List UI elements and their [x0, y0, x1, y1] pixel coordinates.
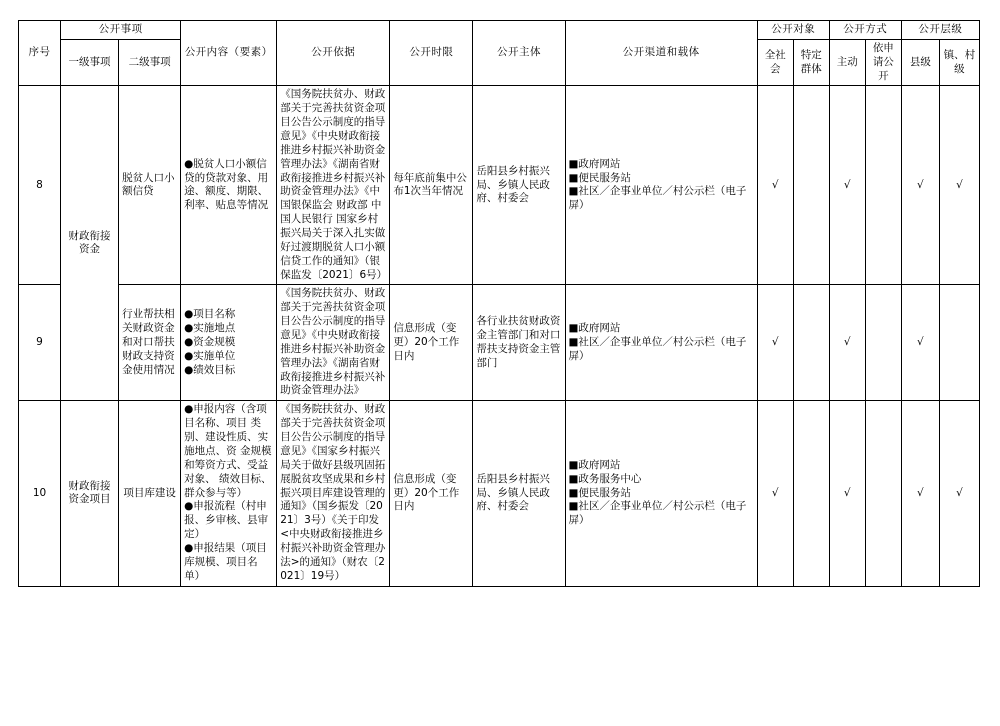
- cell-method-active: √: [829, 401, 865, 586]
- channel-line: ■政府网站: [568, 322, 621, 335]
- header-audience-group: 公开对象: [757, 21, 829, 40]
- cell-level2-text: 脱贫人口小额信贷: [122, 171, 175, 198]
- subject-line: 岳阳县乡村振兴局、乡镇人民政府、村委会: [476, 472, 550, 513]
- cell-channel: [565, 285, 757, 401]
- channel-line: ■社区／企事业单位／村公示栏（电子屏）: [568, 500, 747, 527]
- header-content: 公开内容（要素）: [181, 21, 277, 86]
- header-matter-level1: 一级事项: [61, 39, 119, 86]
- cell-audience-specific: [793, 86, 829, 285]
- cell-audience-all: √: [757, 401, 793, 586]
- content-line: ●项目名称: [184, 308, 236, 321]
- header-level-group: 公开层级: [901, 21, 979, 40]
- table-row: [19, 401, 980, 586]
- basis-line: 《国务院扶贫办、财政部关于完善扶贫资金项目公告公示制度的指导意见》《中央财政衔接推进乡村振兴补助资金管理办法》《湖南省财政衔接推进乡村振兴补助资金管理办法》: [280, 287, 386, 397]
- cell-basis: [277, 285, 390, 401]
- cell-channel: [565, 86, 757, 285]
- cell-level-town: [939, 285, 979, 401]
- table-row: [19, 86, 980, 285]
- content-line: ●实施地点: [184, 322, 236, 335]
- cell-method-active: √: [829, 285, 865, 401]
- cell-method-active: √: [829, 86, 865, 285]
- subject-line: 岳阳县乡村振兴局、乡镇人民政府、村委会: [476, 164, 550, 205]
- cell-level2-text: 行业帮扶相关财政资金和对口帮扶财政支持资金使用情况: [122, 308, 175, 376]
- cell-level2: [119, 86, 181, 285]
- cell-level-town: √: [939, 86, 979, 285]
- time-limit-line: 每年底前集中公布1次当年情况: [393, 171, 467, 198]
- cell-time-limit: [390, 86, 473, 285]
- cell-level1: 财政衔接资金项目: [61, 401, 119, 586]
- time-limit-line: 信息形成（变更）20个工作日内: [393, 322, 460, 362]
- header-method-group: 公开方式: [829, 21, 901, 40]
- cell-audience-specific: [793, 285, 829, 401]
- cell-time-limit: [390, 401, 473, 586]
- cell-index: 8: [19, 86, 61, 285]
- cell-level2: [119, 285, 181, 401]
- content-line: ●绩效目标: [184, 363, 236, 376]
- header-level-town: 镇、村级: [939, 39, 979, 86]
- header-level-county: 县级: [901, 39, 939, 86]
- cell-level2-text: 项目库建设: [123, 486, 176, 499]
- channel-line: ■政府网站: [568, 458, 621, 471]
- cell-level1: 财政衔接资金: [61, 86, 119, 401]
- table-header-row-1: [19, 21, 980, 40]
- header-audience-all: 全社会: [757, 39, 793, 86]
- cell-level-town: √: [939, 401, 979, 586]
- basis-line: 《国务院扶贫办、财政部关于完善扶贫资金项目公告公示制度的指导意见》《国家乡村振兴局关于做好县级巩固拓展脱贫攻坚成果和乡村振兴项目库建设管理的通知》（国乡振发〔2021〕3号）《关于印发<中央财政衔接推进乡村振兴补助资金管理办法>的通知》（财农〔2021〕19号）: [280, 403, 386, 582]
- channel-line: ■社区／企事业单位／村公示栏（电子屏）: [568, 185, 747, 212]
- cell-level-county: √: [901, 285, 939, 401]
- content-line: ●申报结果（项目库规模、项目名单）: [184, 541, 267, 582]
- cell-level-county: √: [901, 401, 939, 586]
- cell-level-county: √: [901, 86, 939, 285]
- channel-line: ■政务服务中心: [568, 472, 642, 485]
- header-method-request: 依申请公开: [865, 39, 901, 86]
- cell-content: [181, 86, 277, 285]
- header-method-active: 主动: [829, 39, 865, 86]
- header-channel: 公开渠道和载体: [565, 21, 757, 86]
- cell-channel: [565, 401, 757, 586]
- basis-line: 《国务院扶贫办、财政部关于完善扶贫资金项目公告公示制度的指导意见》《中央财政衔接推进乡村振兴补助资金管理办法》《湖南省财政衔接推进乡村振兴补助资金管理办法》《中国银保监会 财政部 中国人民银行 国家乡村振兴局关于深入扎实做好过渡期脱贫人口小额信贷工作的通知》（银保监发〔2021〕6号）: [280, 88, 388, 281]
- header-subject: 公开主体: [473, 21, 565, 86]
- header-audience-specific: 特定群体: [793, 39, 829, 86]
- cell-audience-specific: [793, 401, 829, 586]
- cell-time-limit: [390, 285, 473, 401]
- document-page: [0, 20, 1000, 726]
- disclosure-matrix-table: [18, 20, 980, 587]
- table-body: [19, 86, 980, 586]
- content-line: ●申报流程（村申报、乡审核、县审定）: [184, 500, 269, 541]
- cell-method-request: [865, 86, 901, 285]
- cell-subject: [473, 401, 565, 586]
- cell-basis: [277, 86, 390, 285]
- content-line: ●申报内容（含项目名称、项目 类别、建设性质、实施地点、资 金规模和筹资方式、受益对象、 绩效目标、群众参与等）: [184, 403, 272, 499]
- channel-line: ■便民服务站: [568, 171, 631, 184]
- cell-subject: [473, 285, 565, 401]
- cell-audience-all: √: [757, 285, 793, 401]
- subject-line: 各行业扶贫财政资金主管部门和对口帮扶支持资金主管部门: [476, 315, 561, 369]
- cell-content: [181, 401, 277, 586]
- cell-method-request: [865, 285, 901, 401]
- cell-content: [181, 285, 277, 401]
- channel-line: ■社区／企事业单位／村公示栏（电子屏）: [568, 335, 747, 362]
- content-line: ●脱贫人口小额信贷的贷款对象、用途、额度、期限、利率、贴息等情况: [184, 157, 269, 212]
- time-limit-line: 信息形成（变更）20个工作日内: [393, 472, 460, 513]
- cell-basis: [277, 401, 390, 586]
- table-row: [19, 285, 980, 401]
- cell-index: 9: [19, 285, 61, 401]
- header-index: 序号: [19, 21, 61, 86]
- cell-method-request: [865, 401, 901, 586]
- content-line: ●实施单位: [184, 349, 236, 362]
- header-basis: 公开依据: [277, 21, 390, 86]
- cell-audience-all: √: [757, 86, 793, 285]
- cell-index: 10: [19, 401, 61, 586]
- content-line: ●资金规模: [184, 335, 236, 348]
- channel-line: ■便民服务站: [568, 486, 631, 499]
- header-matter-group: 公开事项: [61, 21, 181, 40]
- header-time-limit: 公开时限: [390, 21, 473, 86]
- cell-level2: [119, 401, 181, 586]
- channel-line: ■政府网站: [568, 157, 621, 170]
- cell-subject: [473, 86, 565, 285]
- header-matter-level2: 二级事项: [119, 39, 181, 86]
